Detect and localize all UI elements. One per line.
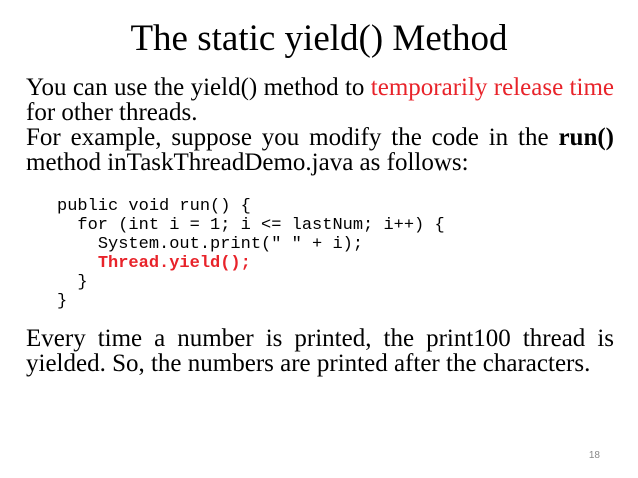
code-line: [57, 197, 445, 216]
code-block: [57, 197, 445, 311]
intro-paragraph: [26, 75, 614, 125]
code-text: }: [77, 273, 88, 292]
slide-number: 18: [588, 450, 600, 461]
code-line: [57, 273, 445, 292]
code-indent: [57, 254, 98, 273]
intro-text-start: You can use the yield() method to: [26, 74, 371, 101]
example-text-start: For example, suppose you modify the code in the: [26, 124, 559, 151]
code-indent: [57, 235, 98, 254]
slide-title: The static yield() Method: [130, 18, 508, 59]
example-paragraph: [26, 125, 614, 175]
code-line: [57, 216, 445, 235]
code-text: public void run() {: [57, 197, 251, 216]
code-line: [57, 292, 445, 311]
code-text: }: [57, 292, 68, 311]
code-indent: [57, 273, 77, 292]
code-text: System.out.print(" " + i);: [97, 235, 364, 254]
example-text-end: method inTaskThreadDemo.java as follows:: [26, 149, 469, 176]
code-text: for (int i = 1; i <= lastNum; i++) {: [77, 216, 445, 235]
conclusion-paragraph: Every time a number is printed, the print100 thread is yielded. So, the numbers are printed after the characters.: [26, 325, 614, 377]
example-run-method: run(): [558, 124, 614, 151]
code-line-highlighted: [57, 254, 445, 273]
code-text-yield: Thread.yield();: [97, 254, 251, 273]
code-line: [57, 235, 445, 254]
code-indent: [57, 216, 77, 235]
intro-text-end: for other threads.: [26, 99, 198, 126]
intro-highlight: temporarily release time: [370, 74, 614, 101]
